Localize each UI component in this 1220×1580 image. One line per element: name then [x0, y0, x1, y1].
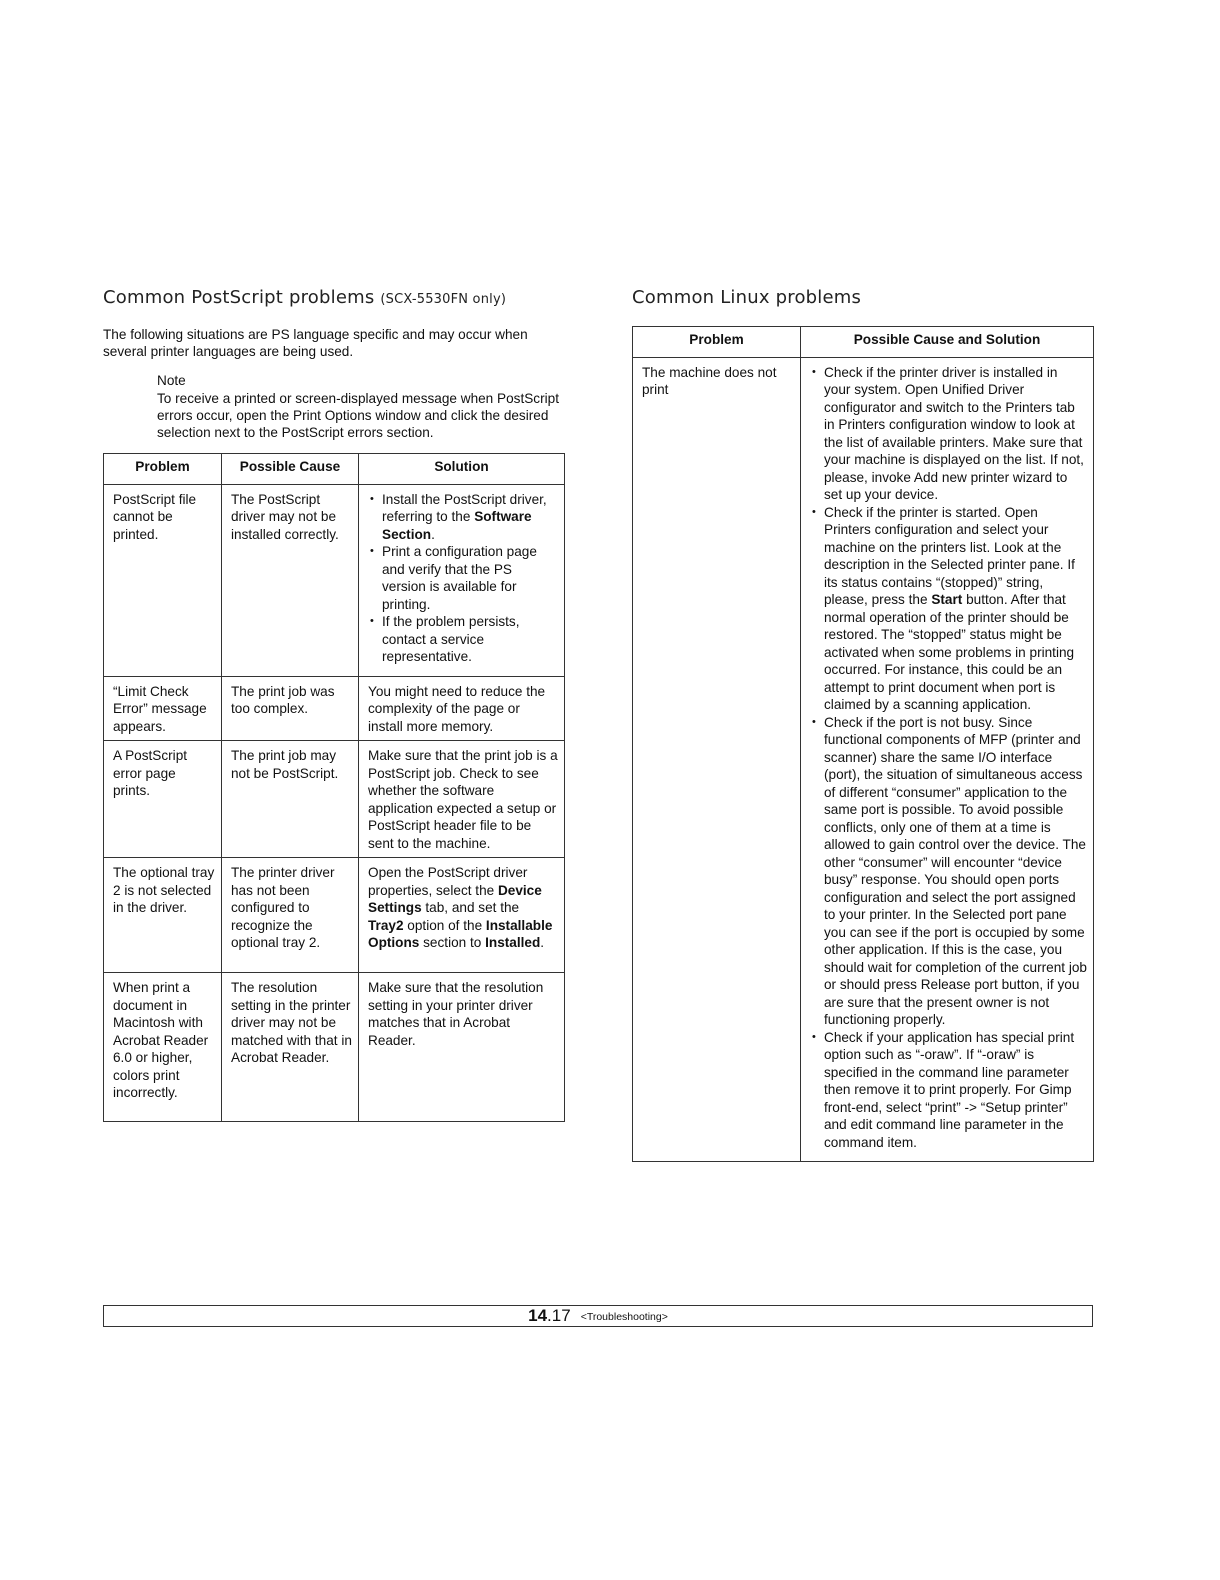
postscript-title-model: (SCX-5530FN only) — [380, 292, 507, 307]
note-box — [157, 372, 565, 441]
page-number-chapter: 14 — [528, 1306, 548, 1325]
cell-solution — [359, 484, 565, 676]
table-header-row — [633, 327, 1094, 358]
cell-solution: Make sure that the print job is a PostScript job. Check to see whether the software application expected a setup or PostScript header file to be sent to the machine. — [359, 741, 565, 858]
installed-ref: Installed — [485, 935, 541, 950]
solution-item — [810, 504, 1087, 714]
page-number-page: .17 — [547, 1306, 571, 1325]
header-solution: Solution — [359, 454, 565, 485]
note-title: Note — [157, 373, 186, 388]
software-section-ref: Software Section — [382, 509, 532, 542]
cell-problem: The machine does not print — [633, 357, 801, 1162]
cell-solution — [801, 357, 1094, 1162]
cell-problem: A PostScript error page prints. — [104, 741, 222, 858]
header-possible-cause: Possible Cause — [222, 454, 359, 485]
note-text: To receive a printed or screen-displayed message when PostScript errors occur, open the Print Options window and click the desired selection next to the PostScript errors section. — [157, 391, 559, 440]
solution-text: button. After that normal operation of the printer should be restored. The “stopped” status might be activated when some problems in printing occurred. For instance, this could be an attempt to print document when port is claimed by a scanning application. — [824, 592, 1075, 712]
postscript-title-text: Common PostScript problems — [103, 287, 375, 308]
solution-text: option of the — [403, 917, 486, 933]
solution-text: . — [431, 526, 435, 542]
cell-problem: The optional tray 2 is not selected in the driver. — [104, 858, 222, 973]
solution-text: Open the PostScript driver properties, select the — [368, 865, 528, 898]
cell-problem: PostScript file cannot be printed. — [104, 484, 222, 676]
postscript-section — [103, 287, 565, 1122]
tray2-ref: Tray2 — [368, 917, 404, 933]
table-row — [104, 741, 565, 858]
header-problem: Problem — [633, 327, 801, 358]
solution-text: Install the PostScript driver, referring to the — [382, 491, 547, 524]
solution-list — [368, 491, 558, 666]
cell-cause: The print job was too complex. — [222, 676, 359, 741]
cell-problem: “Limit Check Error” message appears. — [104, 676, 222, 741]
postscript-table — [103, 453, 565, 1122]
table-header-row — [104, 454, 565, 485]
solution-text: Check if the printer is started. Open Printers configuration and select your machine on the printers list. Look at the description in the Selected printer pane. If its status contains “(stopped)” string, please, press the — [824, 504, 1075, 607]
header-problem: Problem — [104, 454, 222, 485]
cell-solution: Make sure that the resolution setting in your printer driver matches that in Acrobat Reader. — [359, 973, 565, 1122]
table-row — [104, 858, 565, 973]
solution-item: • Check if your application has special print option such as “-oraw”. If “-oraw” is specified in the command line parameter then remove it to print properly. For Gimp front-end, select “print” -> “Setup printer” and edit command line parameter in the command item. — [810, 1029, 1087, 1152]
table-row — [104, 973, 565, 1122]
solution-text: tab, and set the — [421, 900, 520, 915]
solution-item: • If the problem persists, contact a service representative. — [368, 613, 558, 666]
header-cause-solution: Possible Cause and Solution — [801, 327, 1094, 358]
cell-cause: The PostScript driver may not be installed correctly. — [222, 484, 359, 676]
installable-options-ref: Installable Options — [368, 917, 553, 950]
linux-title: Common Linux problems — [632, 287, 862, 308]
cell-problem: When print a document in Macintosh with Acrobat Reader 6.0 or higher, colors print incorrectly. — [104, 973, 222, 1122]
postscript-title — [103, 287, 565, 308]
cell-solution: You might need to reduce the complexity of the page or install more memory. — [359, 676, 565, 741]
solution-item: • Check if the printer driver is installed in your system. Open Unified Driver configurator and switch to the Printers tab in Printers configuration window to look at the list of available printers. Make sure that your machine is displayed on the list. If not, please, invoke Add new printer wizard to set up your device. — [810, 364, 1087, 504]
cell-cause: The print job may not be PostScript. — [222, 741, 359, 858]
page-footer — [103, 1305, 1093, 1327]
solution-list — [810, 364, 1087, 1152]
solution-text: . — [540, 935, 545, 950]
start-button-ref: Start — [931, 592, 963, 607]
linux-section — [632, 287, 1094, 1162]
linux-table — [632, 326, 1094, 1162]
solution-item: • Print a configuration page and verify that the PS version is available for printing. — [368, 543, 558, 613]
solution-text: section to — [419, 935, 486, 950]
solution-item: • Check if the port is not busy. Since functional components of MFP (printer and scanner) share the same I/O interface (port), the situation of simultaneous access of different “consumer” application to the same port is possible. To avoid possible conflicts, only one of them at a time is allowed to gain control over the device. The other “consumer” will encounter “device busy” response. You should open ports configuration and select the port assigned to your printer. In the Selected port pane you can see if the port is occupied by some other application. If this is the case, you should wait for completion of the current job or should press Release port button, if you are sure that the present owner is not functioning properly. — [810, 714, 1087, 1029]
device-settings-ref: Device Settings — [368, 882, 542, 915]
table-row — [104, 676, 565, 741]
cell-solution — [359, 858, 565, 973]
table-row — [104, 484, 565, 676]
table-row — [633, 357, 1094, 1162]
postscript-intro: The following situations are PS language specific and may occur when several printer languages are being used. — [103, 327, 528, 359]
solution-item — [368, 491, 558, 544]
cell-cause: The printer driver has not been configured to recognize the optional tray 2. — [222, 858, 359, 973]
cell-cause: The resolution setting in the printer driver may not be matched with that in Acrobat Reader. — [222, 973, 359, 1122]
footer-section-name: <Troubleshooting> — [580, 1311, 668, 1323]
